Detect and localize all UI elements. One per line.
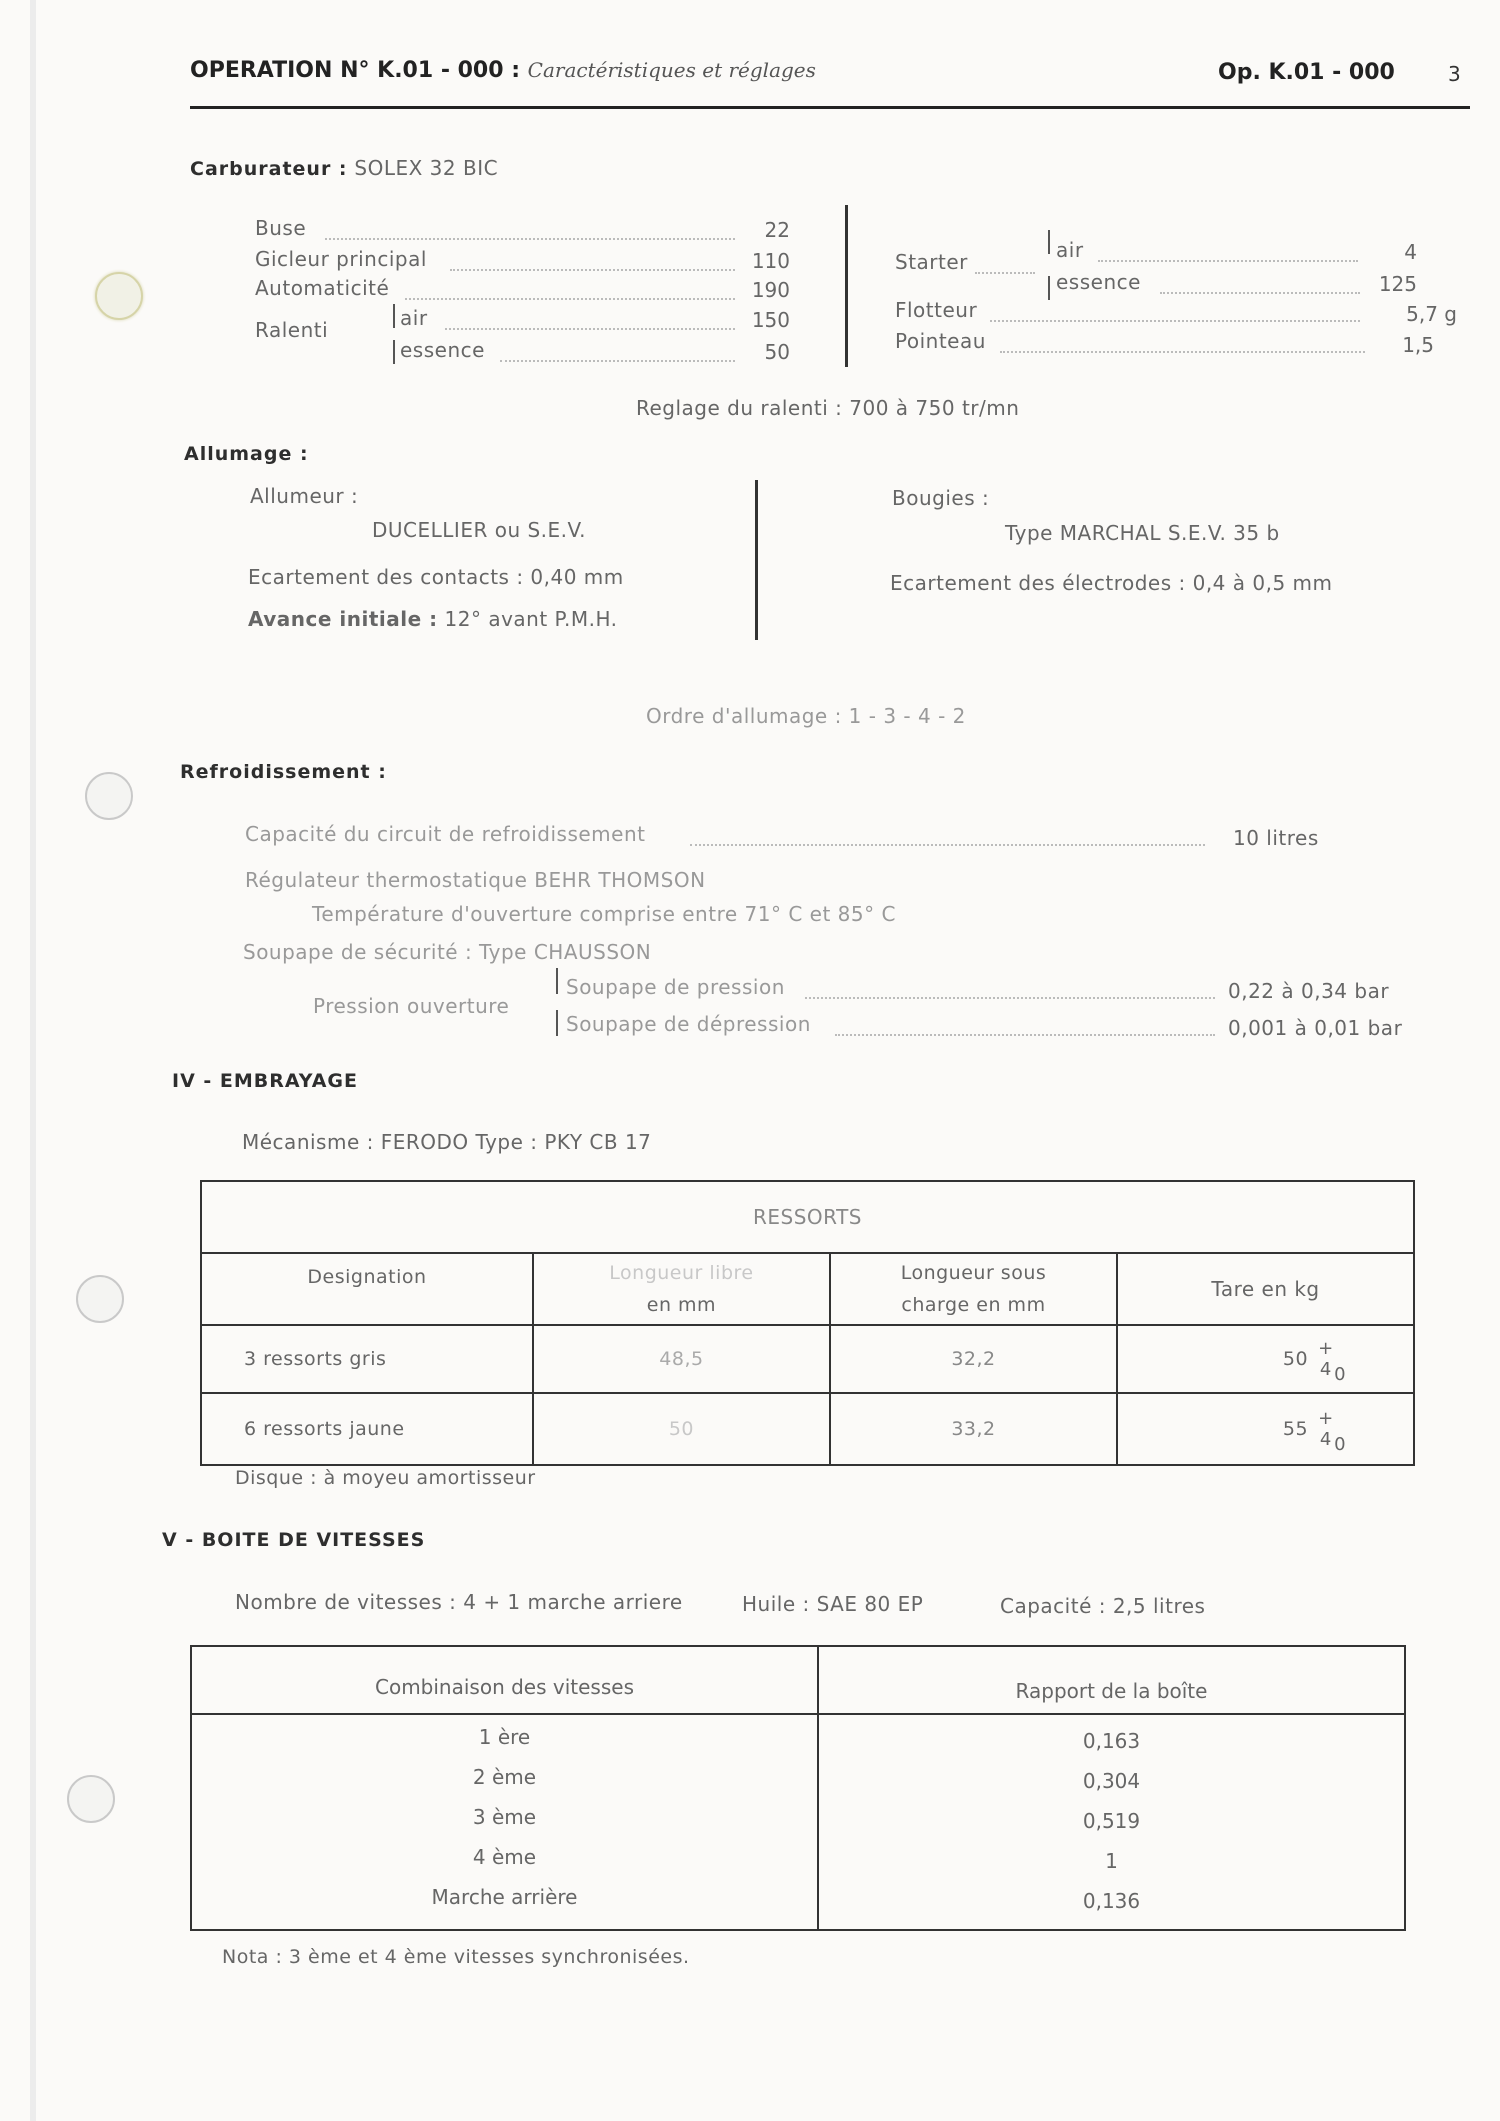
leader-dots [500, 360, 735, 362]
leader-dots [405, 298, 735, 300]
avance-value: 12° avant P.M.H. [444, 607, 618, 631]
table-header-row [201, 1253, 1414, 1325]
buse-label: Buse [255, 216, 307, 240]
header-libre-line1: Longueur libre [609, 1262, 754, 1284]
rapport-cell: 0,519 [1082, 1809, 1141, 1833]
tare-tol-minus: 0 [1334, 1364, 1347, 1385]
vitesse-cell: 2 ème [472, 1765, 537, 1789]
bougies-type: Type MARCHAL S.E.V. 35 b [1005, 521, 1280, 545]
table-row [201, 1393, 1414, 1465]
bougies-label: Bougies : [892, 486, 990, 510]
bracket [393, 340, 395, 364]
binder-hole-icon [76, 1275, 124, 1323]
starter-air-label: air [1056, 238, 1084, 262]
rapport-cell: 0,304 [1082, 1769, 1141, 1793]
page-edge [30, 0, 36, 2121]
binder-hole-icon [95, 272, 143, 320]
bracket [1048, 230, 1050, 254]
leader-dots [1160, 292, 1360, 294]
leader-dots [835, 1034, 1215, 1036]
tare-tol-plus: + 4 [1318, 1408, 1334, 1450]
vitesse-cell: 3 ème [472, 1805, 537, 1829]
tare-tol-minus: 0 [1334, 1434, 1347, 1455]
header-designation: Designation [201, 1253, 533, 1325]
leader-dots [325, 238, 735, 240]
operation-subtitle: Caractéristiques et réglages [527, 58, 816, 82]
leader-dots [990, 320, 1360, 322]
mecanisme: Mécanisme : FERODO Type : PKY CB 17 [242, 1130, 652, 1154]
buse-value: 22 [764, 218, 790, 242]
rapport-cell: 1 [1105, 1849, 1118, 1873]
embrayage-heading: IV - EMBRAYAGE [172, 1070, 358, 1092]
bracket [1048, 276, 1050, 300]
bracket [556, 968, 558, 994]
starter-essence-value: 125 [1378, 272, 1417, 296]
allumage-heading: Allumage : [184, 443, 309, 465]
allumeur-value: DUCELLIER ou S.E.V. [372, 518, 586, 542]
ecartement-contacts: Ecartement des contacts : 0,40 mm [248, 565, 624, 589]
rapport-cell: 0,136 [1082, 1889, 1141, 1913]
pointeau-value: 1,5 [1402, 333, 1434, 357]
tare-value: 50 [1282, 1348, 1309, 1370]
ralenti-air-label: air [400, 306, 428, 330]
ralenti-essence-label: essence [400, 338, 485, 362]
tare-cell [1117, 1325, 1414, 1393]
tare-cell [1117, 1393, 1414, 1465]
gicleur-value: 110 [751, 249, 790, 273]
ordre-allumage: Ordre d'allumage : 1 - 3 - 4 - 2 [646, 704, 966, 728]
carburateur-label: Carburateur : [190, 158, 348, 180]
binder-hole-icon [67, 1775, 115, 1823]
vitesse-cell: 1 ère [478, 1725, 531, 1749]
capacite-circuit-value: 10 litres [1233, 826, 1319, 850]
gicleur-label: Gicleur principal [255, 247, 427, 271]
charge-cell: 33,2 [830, 1393, 1117, 1465]
header-longueur-charge [830, 1253, 1117, 1325]
designation-cell: 6 ressorts jaune [201, 1393, 533, 1465]
leader-dots [975, 272, 1035, 274]
table-row [201, 1325, 1414, 1393]
starter-air-value: 4 [1404, 240, 1417, 264]
boite-heading: V - BOITE DE VITESSES [162, 1529, 426, 1551]
page-title [190, 58, 816, 83]
page-number: 3 [1448, 62, 1461, 86]
ecartement-electrodes: Ecartement des électrodes : 0,4 à 0,5 mm [890, 571, 1333, 595]
tare-tol-plus: + 4 [1318, 1338, 1334, 1380]
avance-label: Avance initiale : [248, 607, 438, 631]
leader-dots [445, 328, 735, 330]
refroidissement-heading: Refroidissement : [180, 761, 387, 783]
automaticite-label: Automaticité [255, 276, 390, 300]
reglage-ralenti: Reglage du ralenti : 700 à 750 tr/mn [636, 396, 1020, 420]
pression-ouverture-label: Pression ouverture [313, 994, 510, 1018]
leader-dots [1000, 351, 1365, 353]
soupape-depression-value: 0,001 à 0,01 bar [1228, 1016, 1403, 1040]
huile: Huile : SAE 80 EP [742, 1592, 924, 1616]
carburateur-model: SOLEX 32 BIC [354, 156, 499, 180]
nombre-vitesses: Nombre de vitesses : 4 + 1 marche arriere [235, 1590, 683, 1614]
soupape-pression-label: Soupape de pression [566, 975, 785, 999]
header-charge-line1: Longueur sous [900, 1262, 1047, 1284]
charge-cell: 32,2 [830, 1325, 1117, 1393]
nota: Nota : 3 ème et 4 ème vitesses synchronisées. [222, 1946, 690, 1968]
header-longueur-libre [533, 1253, 830, 1325]
capacite-circuit-label: Capacité du circuit de refroidissement [245, 822, 646, 846]
header-rapport: Rapport de la boîte [1015, 1679, 1208, 1703]
header-libre-line2: en mm [646, 1294, 717, 1316]
disque: Disque : à moyeu amortisseur [235, 1467, 536, 1489]
allumeur-label: Allumeur : [250, 484, 359, 508]
libre-cell: 50 [533, 1393, 830, 1465]
temperature-ouverture: Température d'ouverture comprise entre 71° C et 85° C [312, 902, 896, 926]
leader-dots [450, 269, 735, 271]
carburateur-line [190, 156, 498, 180]
starter-essence-label: essence [1056, 270, 1141, 294]
leader-dots [805, 997, 1215, 999]
vitesse-cell: Marche arrière [431, 1885, 578, 1909]
regulateur-thermostatique: Régulateur thermostatique BEHR THOMSON [245, 868, 706, 892]
bracket [393, 304, 395, 328]
ralenti-air-value: 150 [751, 308, 790, 332]
header-charge-line2: charge en mm [901, 1294, 1046, 1316]
flotteur-value: 5,7 g [1406, 302, 1457, 326]
starter-label: Starter [895, 250, 968, 274]
leader-dots [1098, 260, 1358, 262]
avance-initiale [248, 607, 618, 631]
pointeau-label: Pointeau [895, 329, 986, 353]
header-combinaison: Combinaison des vitesses [375, 1675, 634, 1699]
header-rule [190, 106, 1470, 109]
libre-cell: 48,5 [533, 1325, 830, 1393]
capacite-boite: Capacité : 2,5 litres [1000, 1594, 1206, 1618]
soupape-depression-label: Soupape de dépression [566, 1012, 811, 1036]
soupape-pression-value: 0,22 à 0,34 bar [1228, 979, 1390, 1003]
soupape-securite: Soupape de sécurité : Type CHAUSSON [243, 940, 652, 964]
vitesse-cell: 4 ème [472, 1845, 537, 1869]
column-divider [845, 205, 848, 367]
leader-dots [690, 844, 1205, 846]
column-divider [755, 480, 758, 640]
flotteur-label: Flotteur [895, 298, 978, 322]
binder-hole-icon [85, 772, 133, 820]
rapport-cell: 0,163 [1082, 1729, 1141, 1753]
bracket [556, 1010, 558, 1036]
ralenti-essence-value: 50 [764, 340, 790, 364]
rapports-table [190, 1645, 1406, 1931]
header-tare: Tare en kg [1117, 1253, 1414, 1325]
ralenti-label: Ralenti [255, 318, 329, 342]
automaticite-value: 190 [751, 278, 790, 302]
tare-value: 55 [1282, 1418, 1309, 1440]
operation-title: OPERATION N° K.01 - 000 : [190, 58, 520, 83]
ressorts-table [200, 1180, 1415, 1466]
table-header-rule [192, 1713, 1404, 1715]
operation-reference: Op. K.01 - 000 [1218, 60, 1395, 85]
designation-cell: 3 ressorts gris [201, 1325, 533, 1393]
ressorts-table-title: RESSORTS [201, 1181, 1414, 1253]
